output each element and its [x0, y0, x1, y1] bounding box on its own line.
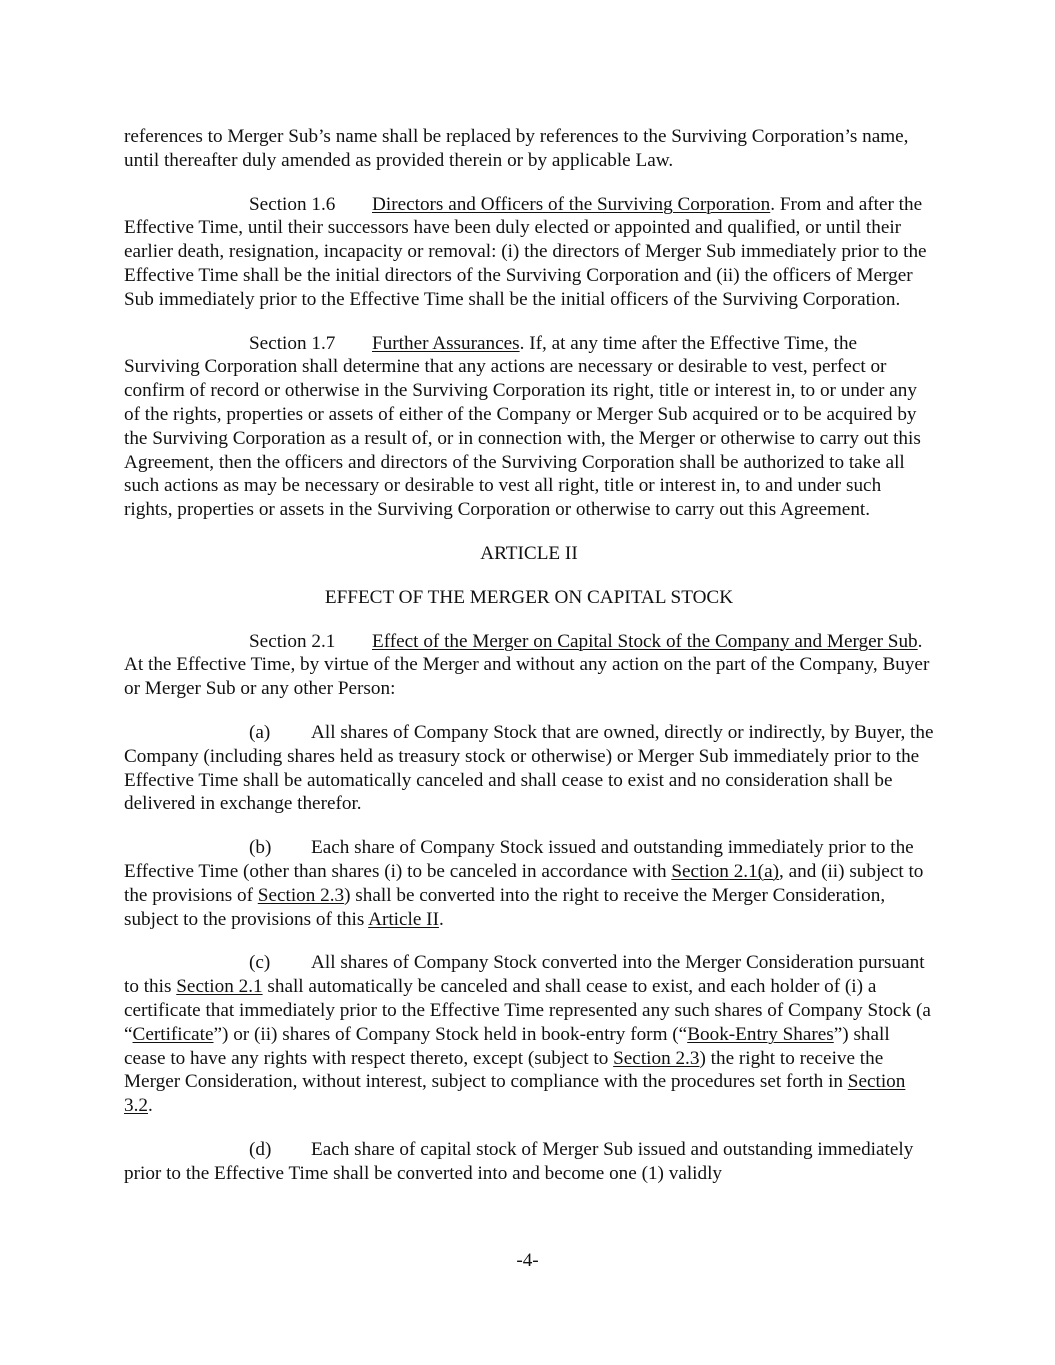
subsection-text: ”) shall cease to have any rights with respect thereto, except (subject to — [124, 1023, 890, 1069]
section-body: . From and after the Effective Time, until their successors have been duly elected or appointed and qualified, or until their earlier death, resignation, incapacity or removal: (i) the directors of Merger Sub immediately prior to the Effective Time shall be the initial directors of the Surviving Corporation and (ii) the officers of Merger Sub immediately prior to the Effective Time shall be the initial officers of the Surviving Corporation. — [124, 193, 927, 310]
subsection-body: Each share of capital stock of Merger Sub issued and outstanding immediately prior to the Effective Time shall be converted into and become one (1) validly — [124, 1138, 914, 1184]
cross-reference-link[interactable]: Section 2.1 — [176, 976, 263, 998]
subsection-text: ) shall be converted into the right to receive the Merger Consideration, subject to the provisions of this — [124, 884, 886, 930]
subsection-text: shall automatically be canceled and shall cease to exist, and each holder of (i) a certificate that immediately prior to the Effective Time represented any such shares of Company Stock (a “ — [124, 976, 931, 1045]
cross-reference-link[interactable]: Section 2.3 — [257, 884, 345, 906]
article-number: ARTICLE II — [480, 542, 578, 564]
cross-reference-link[interactable]: Section 2.3 — [613, 1047, 700, 1069]
subsection-text: ) the right to receive the Merger Consideration, without interest, subject to compliance with the procedures set forth in — [124, 1047, 884, 1093]
page-number: -4- — [516, 1250, 539, 1271]
section-1-6 — [124, 193, 934, 312]
subsection-text: ”) or (ii) shares of Company Stock held in book-entry form (“ — [213, 1023, 688, 1045]
subsection-text: . — [438, 908, 444, 930]
cross-reference-link[interactable]: Section 2.1(a) — [671, 860, 779, 882]
subsection-label: (c) — [249, 952, 271, 974]
section-heading: Directors and Officers of the Surviving Corporation — [372, 193, 771, 215]
subsection-label: (a) — [249, 721, 271, 743]
defined-term: Certificate — [132, 1023, 214, 1045]
subsection-text: All shares of Company Stock converted into the Merger Consideration pursuant to this — [124, 952, 925, 998]
section-number: Section 1.6 — [249, 193, 336, 215]
section-body: . If, at any time after the Effective Time, the Surviving Corporation shall determine that any actions are necessary or desirable to vest, perfect or confirm of record or otherwise in the Surviving Corporation its right, title or interest in, to or under any of the rights, properties or assets of either of the Company or Merger Sub acquired or to be acquired by the Surviving Corporation as a result of, or in connection with, the Merger or otherwise to carry out this Agreement, then the officers and directors of the Surviving Corporation shall be authorized to take all such actions as may be necessary or desirable to vest all right, title or interest in, to and under such rights, properties or assets in the Surviving Corporation or otherwise to carry out this Agreement. — [124, 332, 921, 521]
subsection-text: Each share of Company Stock issued and outstanding immediately prior to the Effective Time (other than shares (i) to be canceled in accordance with — [124, 837, 914, 882]
subsection-text: , and (ii) subject to the provisions of — [124, 860, 924, 906]
section-heading: Further Assurances — [372, 332, 520, 354]
subsection-d — [124, 1138, 934, 1186]
subsection-c — [124, 951, 934, 1118]
document-page — [124, 125, 934, 1205]
section-heading: Effect of the Merger on Capital Stock of the Company and Merger Sub — [372, 630, 918, 652]
subsection-label: (d) — [249, 1138, 272, 1160]
subsection-label: (b) — [249, 837, 272, 859]
section-number: Section 2.1 — [249, 630, 336, 652]
section-1-7 — [124, 332, 934, 522]
subsection-b — [124, 836, 934, 931]
subsection-a — [124, 721, 934, 816]
defined-term: Book-Entry Shares — [687, 1023, 834, 1045]
cross-reference-link[interactable]: Article II — [368, 908, 439, 930]
subsection-body: All shares of Company Stock that are owned, directly or indirectly, by Buyer, the Company (including shares held as treasury stock or otherwise) or Merger Sub immediately prior to the Effective Time shall be automatically canceled and shall cease to exist and no consideration shall be delivered in exchange therefor. — [124, 721, 934, 815]
section-2-1 — [124, 630, 934, 701]
section-number: Section 1.7 — [249, 332, 336, 354]
section-body: . At the Effective Time, by virtue of the Merger and without any action on the part of the Company, Buyer or Merger Sub or any other Person: — [124, 630, 930, 700]
cross-reference-link[interactable]: Section 3.2 — [124, 1071, 906, 1117]
paragraph-intro: references to Merger Sub’s name shall be replaced by references to the Surviving Corporation’s name, until thereafter duly amended as provided therein or by applicable Law. — [124, 126, 909, 171]
subsection-text: . — [147, 1095, 153, 1117]
article-title: EFFECT OF THE MERGER ON CAPITAL STOCK — [324, 586, 734, 608]
